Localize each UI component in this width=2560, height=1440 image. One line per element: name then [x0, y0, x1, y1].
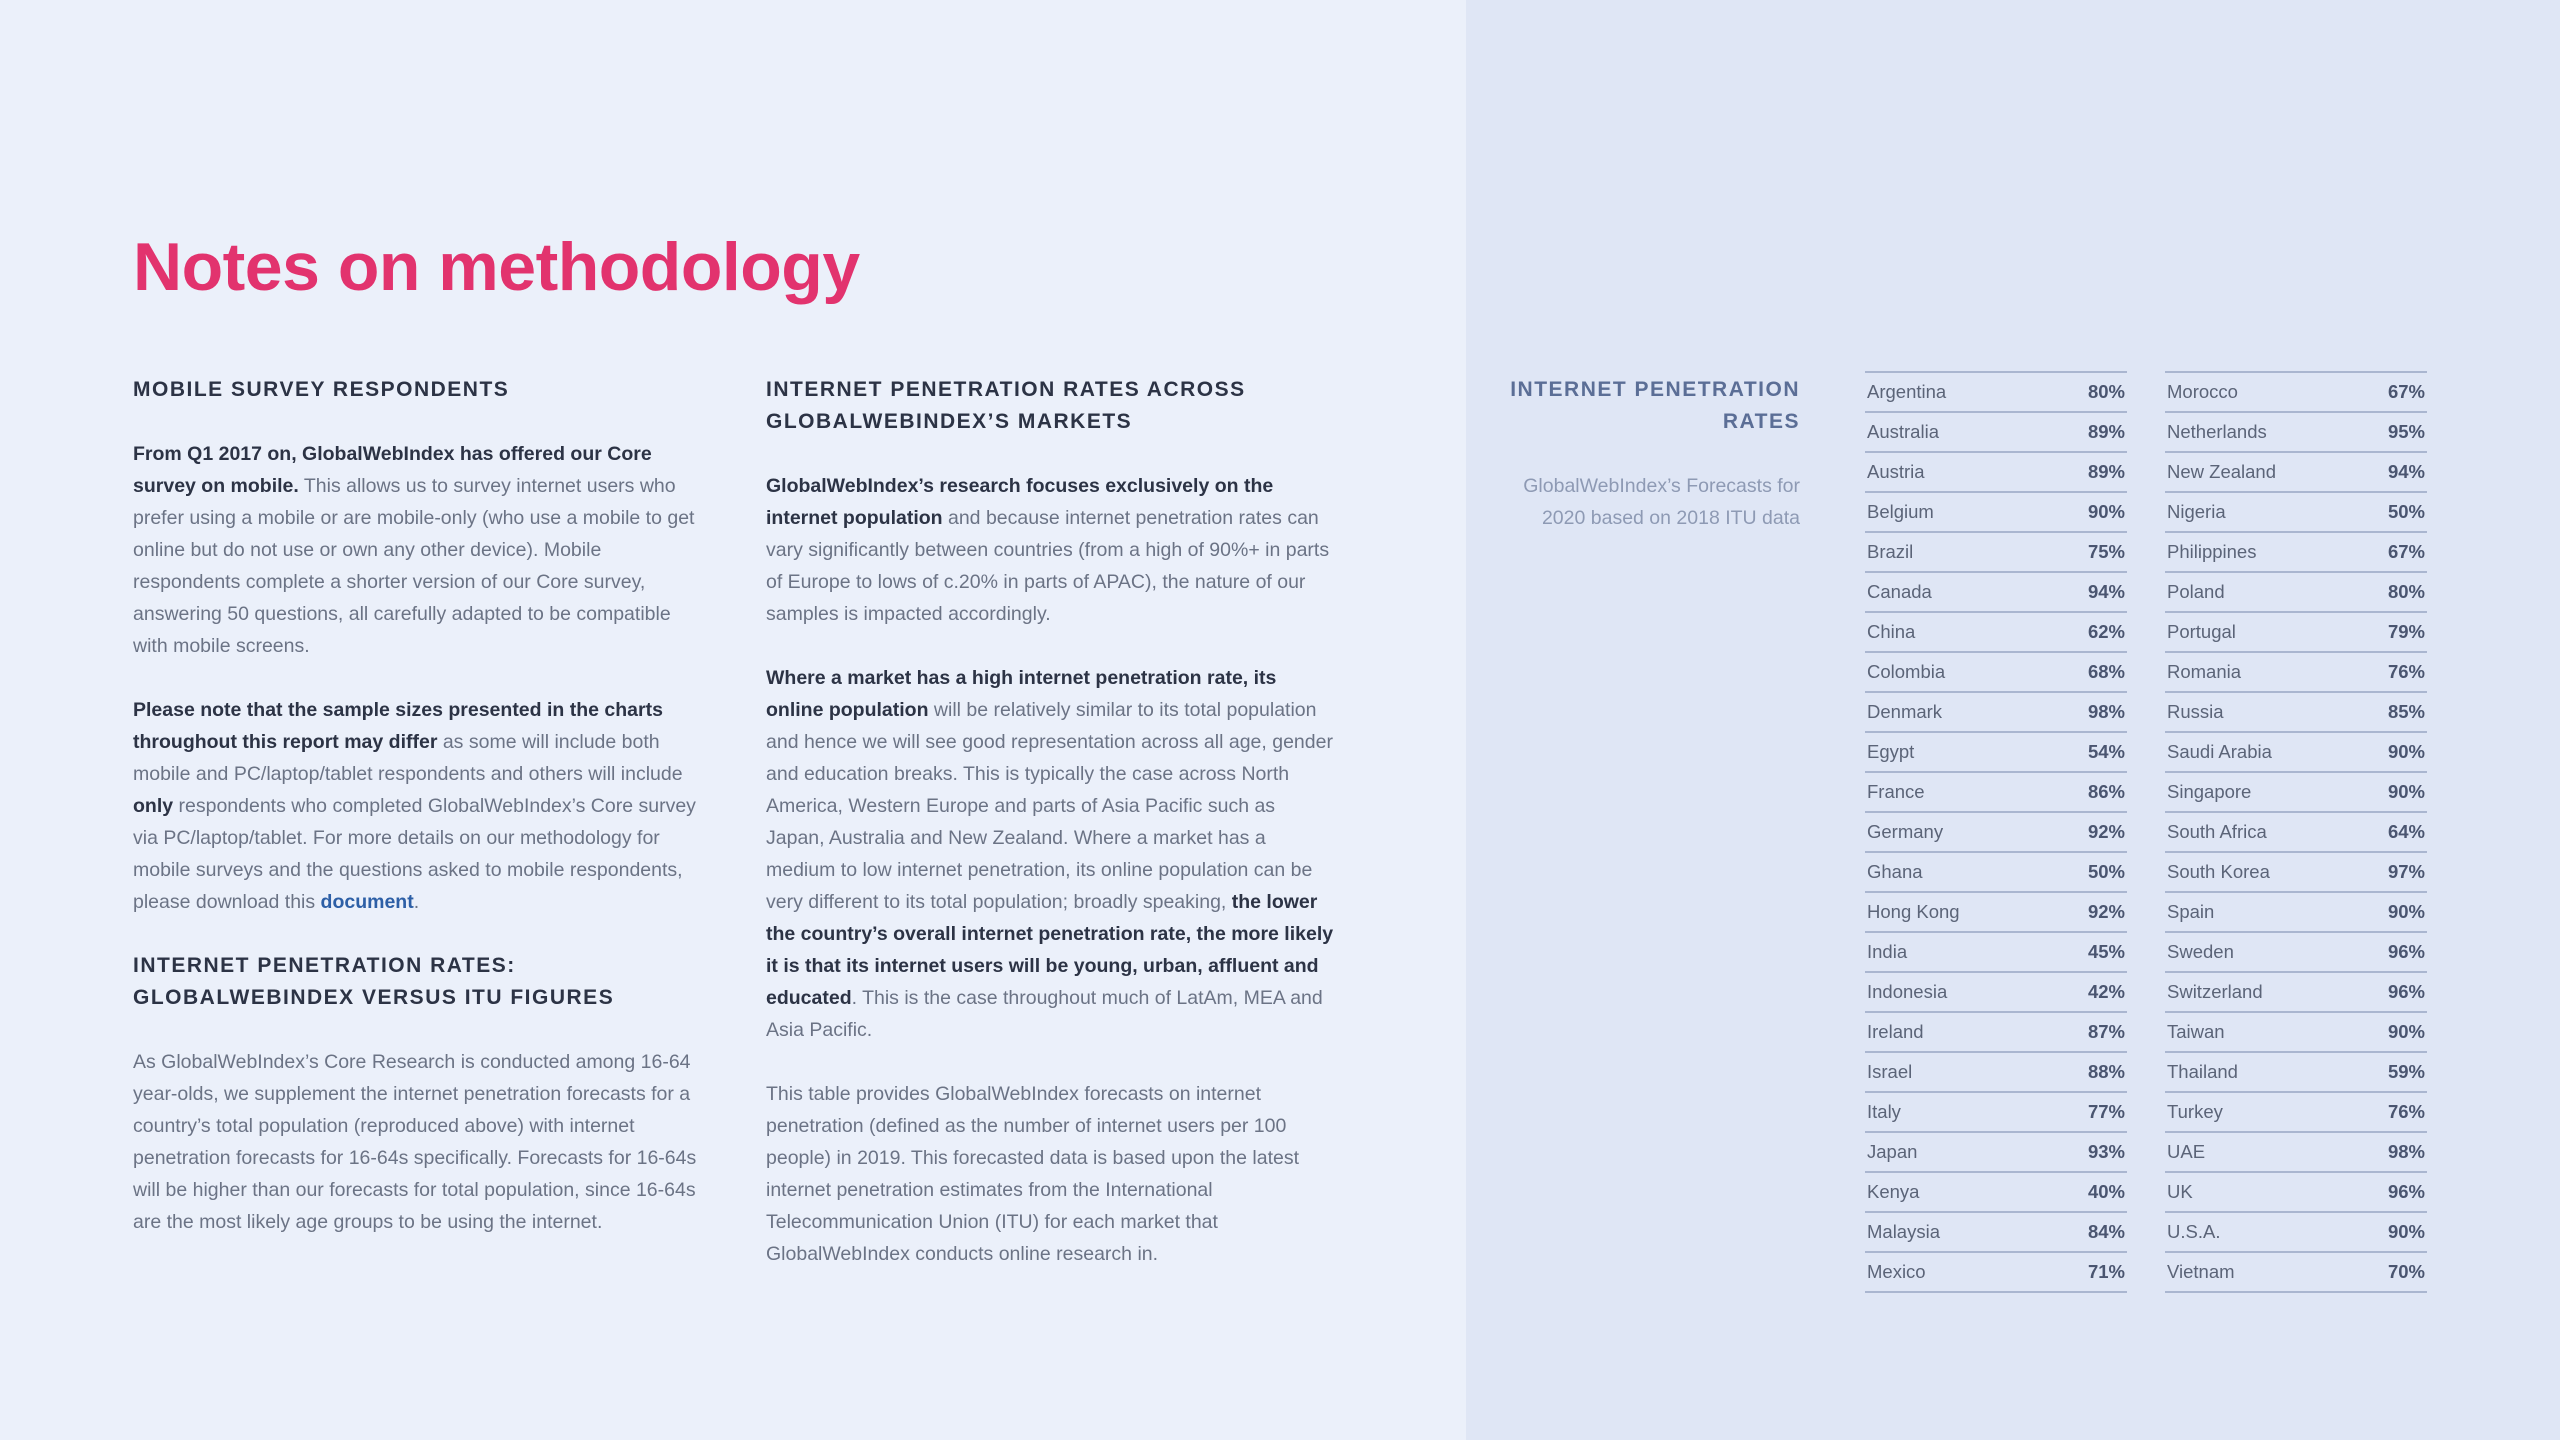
rate-row [1865, 613, 2127, 653]
bold-text: Please note that the sample sizes presented in the charts throughout this report may differ [133, 699, 663, 753]
rate-row [1865, 533, 2127, 573]
rate-country: New Zealand [2167, 461, 2277, 482]
paragraph-sample-sizes [133, 694, 703, 918]
rate-percent: 90% [2387, 901, 2425, 922]
rate-row [1865, 653, 2127, 693]
rate-percent: 90% [2387, 1221, 2425, 1242]
rate-row [2165, 533, 2427, 573]
rate-row [2165, 613, 2427, 653]
body-text: as some will include both mobile and PC/laptop/tablet respondents and others will include [133, 731, 683, 785]
rate-percent: 76% [2387, 661, 2425, 682]
rate-row [2165, 1173, 2427, 1213]
rate-country: Italy [1867, 1101, 1901, 1122]
paragraph-high-penetration [766, 662, 1336, 1046]
rate-row [1865, 1253, 2127, 1293]
rate-percent: 59% [2387, 1061, 2425, 1082]
rate-row [2165, 853, 2427, 893]
rate-country: Portugal [2167, 621, 2236, 642]
rate-country: Indonesia [1867, 981, 1948, 1002]
rate-percent: 90% [2387, 741, 2425, 762]
rate-percent: 71% [2087, 1261, 2125, 1282]
rate-percent: 90% [2387, 1021, 2425, 1042]
bold-text: the lower the country’s overall internet penetration rate, the more likely it is that its internet users will be young, urban, affluent and educated [766, 891, 1334, 1009]
rate-row [1865, 693, 2127, 733]
rate-percent: 96% [2387, 1181, 2425, 1202]
rate-row [1865, 573, 2127, 613]
rate-row [1865, 373, 2127, 413]
rate-country: Philippines [2167, 541, 2257, 562]
rate-country: Germany [1867, 821, 1944, 842]
rate-country: Spain [2167, 901, 2215, 922]
rate-percent: 50% [2387, 501, 2425, 522]
rate-row [2165, 933, 2427, 973]
rate-percent: 45% [2087, 941, 2125, 962]
rate-percent: 70% [2387, 1261, 2425, 1282]
rate-country: Romania [2167, 661, 2242, 682]
rate-row [1865, 1133, 2127, 1173]
rate-country: Netherlands [2167, 421, 2267, 442]
rate-percent: 76% [2387, 1101, 2425, 1122]
paragraph-research-focus [766, 470, 1336, 630]
rate-country: Singapore [2167, 781, 2252, 802]
rate-row [2165, 573, 2427, 613]
rate-country: Kenya [1867, 1181, 1920, 1202]
body-text: . [413, 891, 420, 913]
rate-row [1865, 813, 2127, 853]
rate-percent: 80% [2387, 581, 2425, 602]
rate-percent: 93% [2087, 1141, 2125, 1162]
body-text: . This is the case throughout much of LatAm, MEA and Asia Pacific. [766, 987, 1323, 1041]
bold-text: GlobalWebIndex’s research focuses exclusively on the internet population [766, 475, 1274, 529]
rate-country: Thailand [2167, 1061, 2238, 1082]
rate-country: Brazil [1867, 541, 1914, 562]
rate-country: Turkey [2167, 1101, 2223, 1122]
rate-percent: 97% [2387, 861, 2425, 882]
bold-text: From Q1 2017 on, GlobalWebIndex has offered our Core survey on mobile. [133, 443, 652, 497]
rate-country: Hong Kong [1867, 901, 1960, 922]
rate-percent: 88% [2087, 1061, 2125, 1082]
rate-country: Ireland [1867, 1021, 1924, 1042]
rate-row [1865, 1173, 2127, 1213]
rate-percent: 96% [2387, 981, 2425, 1002]
rate-row [2165, 373, 2427, 413]
paragraph-mobile-survey [133, 438, 703, 662]
rate-row [2165, 653, 2427, 693]
body-text: respondents who completed GlobalWebIndex’s Core survey via PC/laptop/tablet. For more details on our methodology for mobile surveys and the questions asked to mobile respondents, please download this [133, 795, 696, 913]
rate-row [1865, 1053, 2127, 1093]
body-text: This allows us to survey internet users who prefer using a mobile or are mobile-only (who use a mobile to get online but do not use or own any other device). Mobile respondents complete a shorter version of our Core survey, answering 50 questions, all carefully adapted to be compatible with mobile screens. [133, 475, 695, 657]
body-text: and because internet penetration rates can vary significantly between countries (from a high of 90%+ in parts of Europe to lows of c.20% in parts of APAC), the nature of our samples is impacted accordingly. [766, 507, 1330, 625]
rate-row [1865, 1093, 2127, 1133]
rate-country: Poland [2167, 581, 2225, 602]
rate-row [1865, 933, 2127, 973]
rate-row [2165, 693, 2427, 733]
rates-table-title: INTERNET PENETRATION RATES [1510, 378, 1800, 433]
rate-percent: 75% [2087, 541, 2125, 562]
rate-percent: 42% [2087, 981, 2125, 1002]
rate-row [2165, 773, 2427, 813]
page-title: Notes on methodology [133, 229, 860, 305]
rate-row [1865, 1213, 2127, 1253]
rate-percent: 62% [2087, 621, 2125, 642]
rate-country: Nigeria [2167, 501, 2226, 522]
rate-percent: 79% [2387, 621, 2425, 642]
rates-list-left [1865, 371, 2127, 1293]
rate-country: Mexico [1867, 1261, 1926, 1282]
rate-percent: 84% [2087, 1221, 2125, 1242]
rate-row [1865, 733, 2127, 773]
rate-country: Canada [1867, 581, 1932, 602]
rate-percent: 64% [2387, 821, 2425, 842]
rate-country: UK [2167, 1181, 2193, 1202]
rate-percent: 77% [2087, 1101, 2125, 1122]
rate-percent: 68% [2087, 661, 2125, 682]
rate-country: Denmark [1867, 701, 1943, 722]
rate-country: Saudi Arabia [2167, 741, 2272, 762]
heading-mobile-survey: MOBILE SURVEY RESPONDENTS [133, 378, 510, 401]
paragraph-table-description: This table provides GlobalWebIndex forecasts on internet penetration (defined as the number of internet users per 100 people) in 2019. This forecasted data is based upon the latest internet penetration estimates from the International Telecommunication Union (ITU) for each market that GlobalWebIndex conducts online research in. [766, 1083, 1300, 1265]
rates-table-subtitle: GlobalWebIndex’s Forecasts for 2020 based on 2018 ITU data [1523, 475, 1800, 529]
column-mobile-survey [133, 374, 703, 1238]
bold-text-only: only [133, 795, 174, 817]
rate-row [1865, 453, 2127, 493]
rate-country: U.S.A. [2167, 1221, 2221, 1242]
rate-country: Colombia [1867, 661, 1946, 682]
rate-row [1865, 413, 2127, 453]
rate-country: Malaysia [1867, 1221, 1940, 1242]
rate-percent: 96% [2387, 941, 2425, 962]
rates-list-right [2165, 371, 2427, 1293]
rate-row [2165, 733, 2427, 773]
rate-country: Israel [1867, 1061, 1913, 1082]
rate-percent: 98% [2387, 1141, 2425, 1162]
rate-country: France [1867, 781, 1925, 802]
rate-row [2165, 1133, 2427, 1173]
rate-percent: 89% [2087, 461, 2125, 482]
document-link[interactable]: document [320, 891, 414, 913]
rate-percent: 40% [2087, 1181, 2125, 1202]
rate-row [1865, 893, 2127, 933]
rate-row [2165, 413, 2427, 453]
column-penetration-rates [766, 374, 1336, 1270]
rate-percent: 90% [2387, 781, 2425, 802]
rate-row [1865, 853, 2127, 893]
rate-country: Egypt [1867, 741, 1915, 762]
rate-row [1865, 1013, 2127, 1053]
rate-country: Morocco [2167, 381, 2238, 402]
rate-country: Austria [1867, 461, 1925, 482]
rate-country: Switzerland [2167, 981, 2263, 1002]
rate-percent: 89% [2087, 421, 2125, 442]
rate-country: UAE [2167, 1141, 2206, 1162]
rate-percent: 67% [2387, 381, 2425, 402]
rate-row [2165, 1253, 2427, 1293]
rate-row [2165, 1093, 2427, 1133]
rate-row [1865, 973, 2127, 1013]
rate-row [2165, 973, 2427, 1013]
rate-country: India [1867, 941, 1908, 962]
rate-percent: 92% [2087, 821, 2125, 842]
rate-country: Sweden [2167, 941, 2234, 962]
rate-country: Ghana [1867, 861, 1923, 882]
heading-gwi-vs-itu: INTERNET PENETRATION RATES: GLOBALWEBINDEX VERSUS ITU FIGURES [133, 954, 615, 1009]
rate-country: Vietnam [2167, 1261, 2235, 1282]
rate-row [2165, 813, 2427, 853]
rate-percent: 87% [2087, 1021, 2125, 1042]
rate-row [2165, 893, 2427, 933]
rate-percent: 80% [2087, 381, 2125, 402]
rate-row [2165, 1013, 2427, 1053]
bold-text: Where a market has a high internet penetration rate, its online population [766, 667, 1277, 721]
rate-percent: 92% [2087, 901, 2125, 922]
rate-country: China [1867, 621, 1916, 642]
rate-percent: 50% [2087, 861, 2125, 882]
rate-percent: 95% [2387, 421, 2425, 442]
rate-country: South Africa [2167, 821, 2267, 842]
heading-penetration-across-markets: INTERNET PENETRATION RATES ACROSS GLOBALWEBINDEX’S MARKETS [766, 378, 1246, 433]
rate-percent: 94% [2087, 581, 2125, 602]
rate-country: Argentina [1867, 381, 1947, 402]
rate-country: Taiwan [2167, 1021, 2225, 1042]
body-text: will be relatively similar to its total population and hence we will see good representation across all age, gender and education breaks. This is typically the case across North America, Western Europe and parts of Asia Pacific such as Japan, Australia and New Zealand. Where a market has a medium to low internet penetration, its online population can be very different to its total population; broadly speaking, [766, 699, 1333, 913]
rate-country: Japan [1867, 1141, 1918, 1162]
rate-row [1865, 773, 2127, 813]
rate-percent: 54% [2087, 741, 2125, 762]
rate-percent: 98% [2087, 701, 2125, 722]
rates-table-label [1480, 374, 1800, 534]
paragraph-core-research: As GlobalWebIndex’s Core Research is conducted among 16-64 year-olds, we supplement the internet penetration forecasts for a country’s total population (reproduced above) with internet penetration forecasts for 16-64s specifically. Forecasts for 16-64s will be higher than our forecasts for total population, since 16-64s are the most likely age groups to be using the internet. [133, 1051, 697, 1233]
rate-country: Belgium [1867, 501, 1934, 522]
rate-country: Australia [1867, 421, 1939, 442]
rate-country: Russia [2167, 701, 2224, 722]
rate-percent: 86% [2087, 781, 2125, 802]
rate-row [2165, 493, 2427, 533]
rate-row [2165, 1053, 2427, 1093]
rate-row [1865, 493, 2127, 533]
rate-percent: 94% [2387, 461, 2425, 482]
rate-row [2165, 1213, 2427, 1253]
rate-percent: 90% [2087, 501, 2125, 522]
rate-percent: 67% [2387, 541, 2425, 562]
rate-percent: 85% [2387, 701, 2425, 722]
rate-row [2165, 453, 2427, 493]
rate-country: South Korea [2167, 861, 2270, 882]
